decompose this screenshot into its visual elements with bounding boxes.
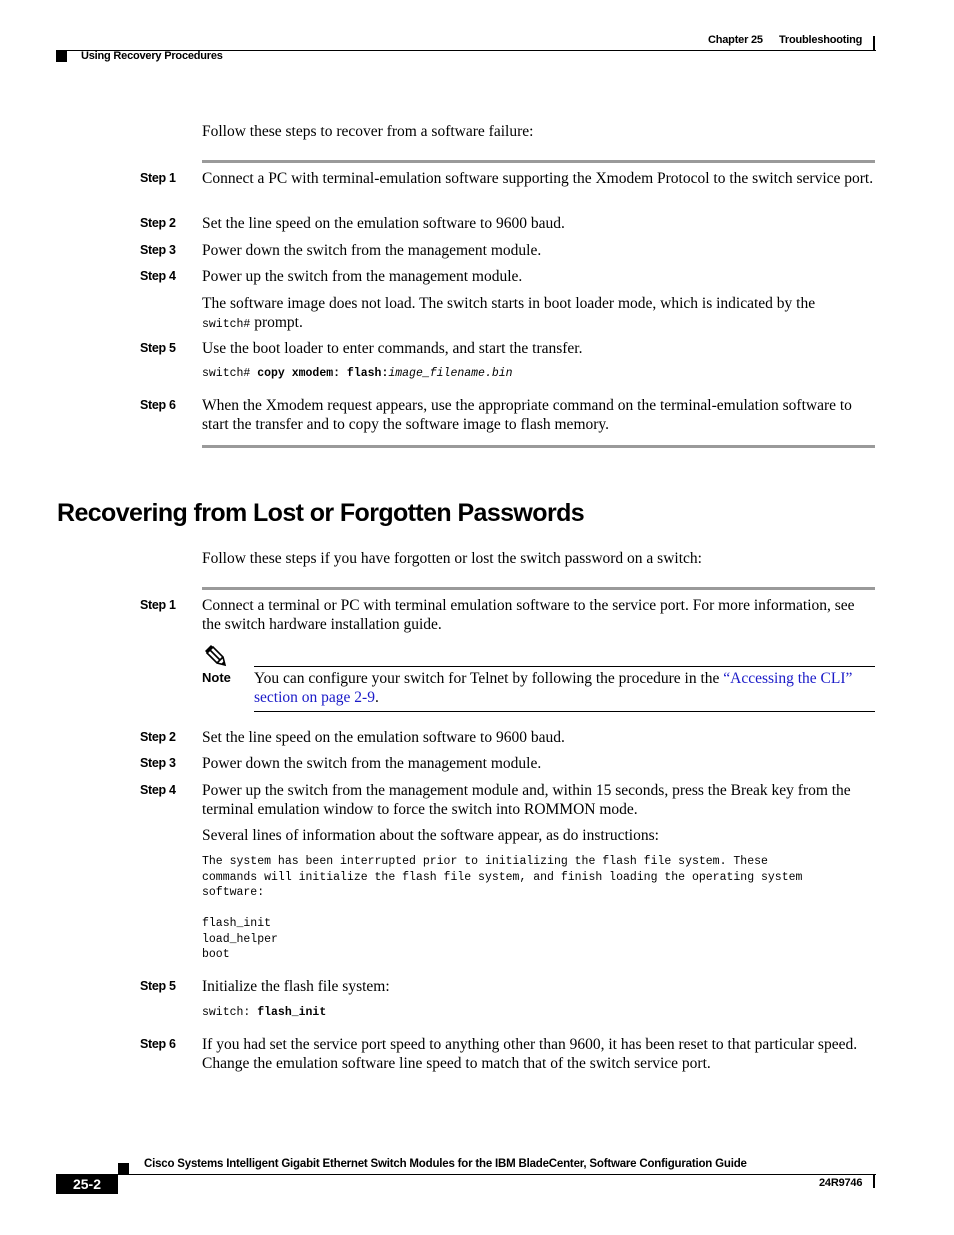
code-line	[202, 901, 802, 917]
code-line: commands will initialize the flash file system, and finish loading the operating system	[202, 870, 803, 884]
step-label: Step 6	[140, 398, 176, 412]
step-text: Power up the switch from the management module.	[202, 268, 523, 285]
step-text: Use the boot loader to enter commands, and start the transfer.	[202, 340, 583, 357]
header-section: Using Recovery Procedures	[81, 50, 223, 62]
code-line: load_helper	[202, 932, 278, 946]
step-label: Step 1	[140, 598, 176, 612]
intro-text: Follow these steps if you have forgotten or lost the switch password on a switch:	[202, 550, 702, 567]
footer-title: Cisco Systems Intelligent Gigabit Ethernet Switch Modules for the IBM BladeCenter, Software Configuration Guide	[144, 1158, 747, 1170]
step-label: Step 3	[140, 243, 176, 257]
code-command: copy xmodem: flash:	[257, 367, 389, 380]
step-note-after: prompt.	[254, 314, 303, 331]
prompt-code: switch#	[202, 318, 251, 331]
step-extra-text: Several lines of information about the software appear, as do instructions:	[202, 827, 659, 844]
code-block	[202, 1005, 326, 1021]
code-line: software:	[202, 886, 265, 899]
step-text: Set the line speed on the emulation software to 9600 baud.	[202, 215, 565, 232]
header-chapter: Chapter 25	[708, 34, 763, 46]
step-label: Step 4	[140, 783, 176, 797]
note-rule-bottom	[254, 711, 875, 712]
step-text: Set the line speed on the emulation software to 9600 baud.	[202, 729, 565, 746]
footer-rule	[118, 1174, 876, 1175]
code-line: flash_init	[202, 917, 272, 930]
step-label: Step 2	[140, 730, 176, 744]
step-label: Step 2	[140, 216, 176, 230]
document-id: 24R9746	[819, 1177, 863, 1189]
note-text	[254, 669, 879, 707]
header-bar	[873, 36, 875, 50]
step-text: Power down the switch from the management module.	[202, 755, 542, 772]
code-prompt: switch#	[202, 367, 251, 380]
header-chapter-title: Troubleshooting	[779, 34, 863, 46]
note-label: Note	[202, 670, 231, 685]
code-block	[202, 854, 802, 963]
step-text: Power up the switch from the management module and, within 15 seconds, press the Break key from the terminal emulation window to force the switch into ROMMON mode.	[202, 782, 851, 818]
section-title: Recovering from Lost or Forgotten Passwords	[57, 499, 585, 527]
code-prompt: switch:	[202, 1006, 251, 1019]
pencil-icon	[204, 645, 230, 672]
step-label: Step 6	[140, 1037, 176, 1051]
procedure-rule-top	[202, 587, 875, 590]
note-text-before: You can configure your switch for Telnet by following the procedure in the	[254, 670, 720, 687]
code-line: The system has been interrupted prior to initializing the flash file system. These	[202, 855, 768, 868]
note-rule-top	[254, 666, 875, 667]
footer-marker	[118, 1163, 129, 1174]
code-command: flash_init	[257, 1006, 327, 1019]
step-text: If you had set the service port speed to anything other than 9600, it has been reset to that particular speed. Change the emulation software line speed to match that of the switch service port.	[202, 1036, 858, 1072]
step-label: Step 1	[140, 171, 176, 185]
step-label: Step 3	[140, 756, 176, 770]
step-text: When the Xmodem request appears, use the appropriate command on the terminal-emulation software to start the transfer and to copy the software image to flash memory.	[202, 397, 852, 433]
procedure-rule-bottom	[202, 445, 875, 448]
note-text-after: .	[374, 689, 379, 706]
cross-reference-link[interactable]: “Accessing the CLI” section on page 2-9	[254, 670, 853, 706]
step-text: Connect a terminal or PC with terminal emulation software to the service port. For more information, see the switch hardware installation guide.	[202, 597, 855, 633]
page-number: 25-2	[56, 1174, 118, 1194]
step-note-before: The software image does not load. The switch starts in boot loader mode, which is indicated by the	[202, 295, 816, 312]
step-label: Step 5	[140, 341, 176, 355]
step-label: Step 5	[140, 979, 176, 993]
procedure-rule-top	[202, 160, 875, 163]
step-text: Power down the switch from the management module.	[202, 242, 542, 259]
step-text: Initialize the flash file system:	[202, 978, 390, 995]
intro-text: Follow these steps to recover from a software failure:	[202, 123, 534, 140]
code-block	[202, 366, 513, 382]
step-label: Step 4	[140, 269, 176, 283]
footer-bar	[873, 1174, 875, 1188]
step-text: Connect a PC with terminal-emulation software supporting the Xmodem Protocol to the switch service port.	[202, 170, 874, 187]
step-note	[202, 294, 876, 334]
code-argument: image_filename.bin	[388, 367, 513, 380]
code-line: boot	[202, 948, 230, 961]
header-marker	[56, 51, 67, 62]
